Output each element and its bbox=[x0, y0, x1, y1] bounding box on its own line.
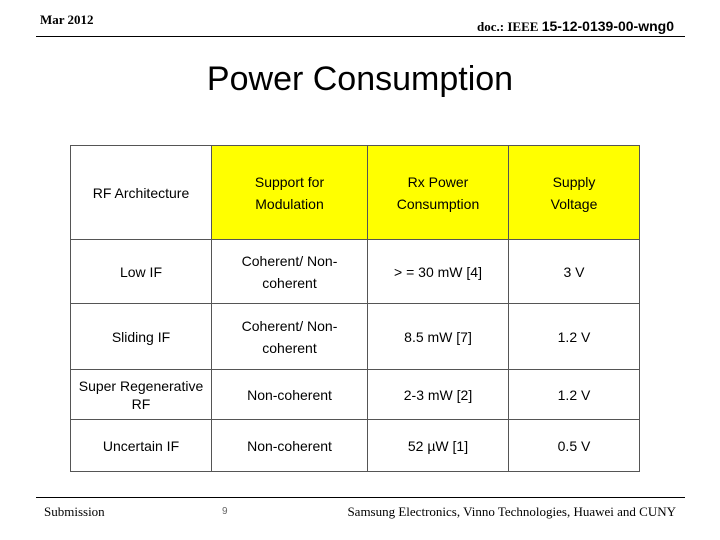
header-supply-voltage-text: Supply Voltage bbox=[550, 173, 598, 212]
cell-arch: Sliding IF bbox=[71, 304, 212, 370]
header-rule bbox=[36, 36, 685, 37]
cell-voltage: 1.2 V bbox=[509, 370, 640, 420]
header-support-modulation bbox=[212, 146, 368, 240]
table-row bbox=[71, 370, 640, 420]
cell-arch: Uncertain IF bbox=[71, 420, 212, 472]
cell-modulation bbox=[212, 240, 368, 304]
cell-rx-power: 52 µW [1] bbox=[368, 420, 509, 472]
cell-modulation-text: Coherent/ Non-coherent bbox=[241, 252, 338, 291]
page-number: 9 bbox=[222, 506, 228, 517]
footer-rule bbox=[36, 497, 685, 498]
header-support-modulation-line1: Support for Modulation bbox=[254, 173, 325, 212]
cell-modulation bbox=[212, 304, 368, 370]
cell-arch-text: Super Regenerative RF bbox=[78, 377, 204, 412]
header-rf-architecture: RF Architecture bbox=[71, 146, 212, 240]
header-rx-power bbox=[368, 146, 509, 240]
table-header-row bbox=[71, 146, 640, 240]
cell-arch bbox=[71, 370, 212, 420]
slide-title: Power Consumption bbox=[206, 60, 514, 98]
table-row bbox=[71, 240, 640, 304]
cell-rx-power: 8.5 mW [7] bbox=[368, 304, 509, 370]
footer-authors: Samsung Electronics, Vinno Technologies, Huawei and CUNY bbox=[347, 504, 676, 519]
cell-modulation: Non-coherent bbox=[212, 420, 368, 472]
cell-rx-power: 2-3 mW [2] bbox=[368, 370, 509, 420]
table-row bbox=[71, 420, 640, 472]
doc-number: 15-12-0139-00-wng0 bbox=[541, 18, 674, 34]
cell-voltage: 0.5 V bbox=[509, 420, 640, 472]
doc-prefix: doc.: IEEE bbox=[477, 19, 542, 34]
cell-voltage: 1.2 V bbox=[509, 304, 640, 370]
cell-voltage: 3 V bbox=[509, 240, 640, 304]
table-row bbox=[71, 304, 640, 370]
power-table bbox=[70, 145, 640, 472]
header-rx-power-text: Rx Power Consumption bbox=[396, 173, 480, 212]
cell-arch: Low IF bbox=[71, 240, 212, 304]
cell-modulation-text: Coherent/ Non-coherent bbox=[241, 317, 338, 356]
header-supply-voltage bbox=[509, 146, 640, 240]
header-doc-id bbox=[477, 18, 674, 35]
cell-rx-power: > = 30 mW [4] bbox=[368, 240, 509, 304]
footer-submission: Submission bbox=[44, 504, 105, 519]
cell-modulation: Non-coherent bbox=[212, 370, 368, 420]
header-date: Mar 2012 bbox=[40, 12, 94, 27]
